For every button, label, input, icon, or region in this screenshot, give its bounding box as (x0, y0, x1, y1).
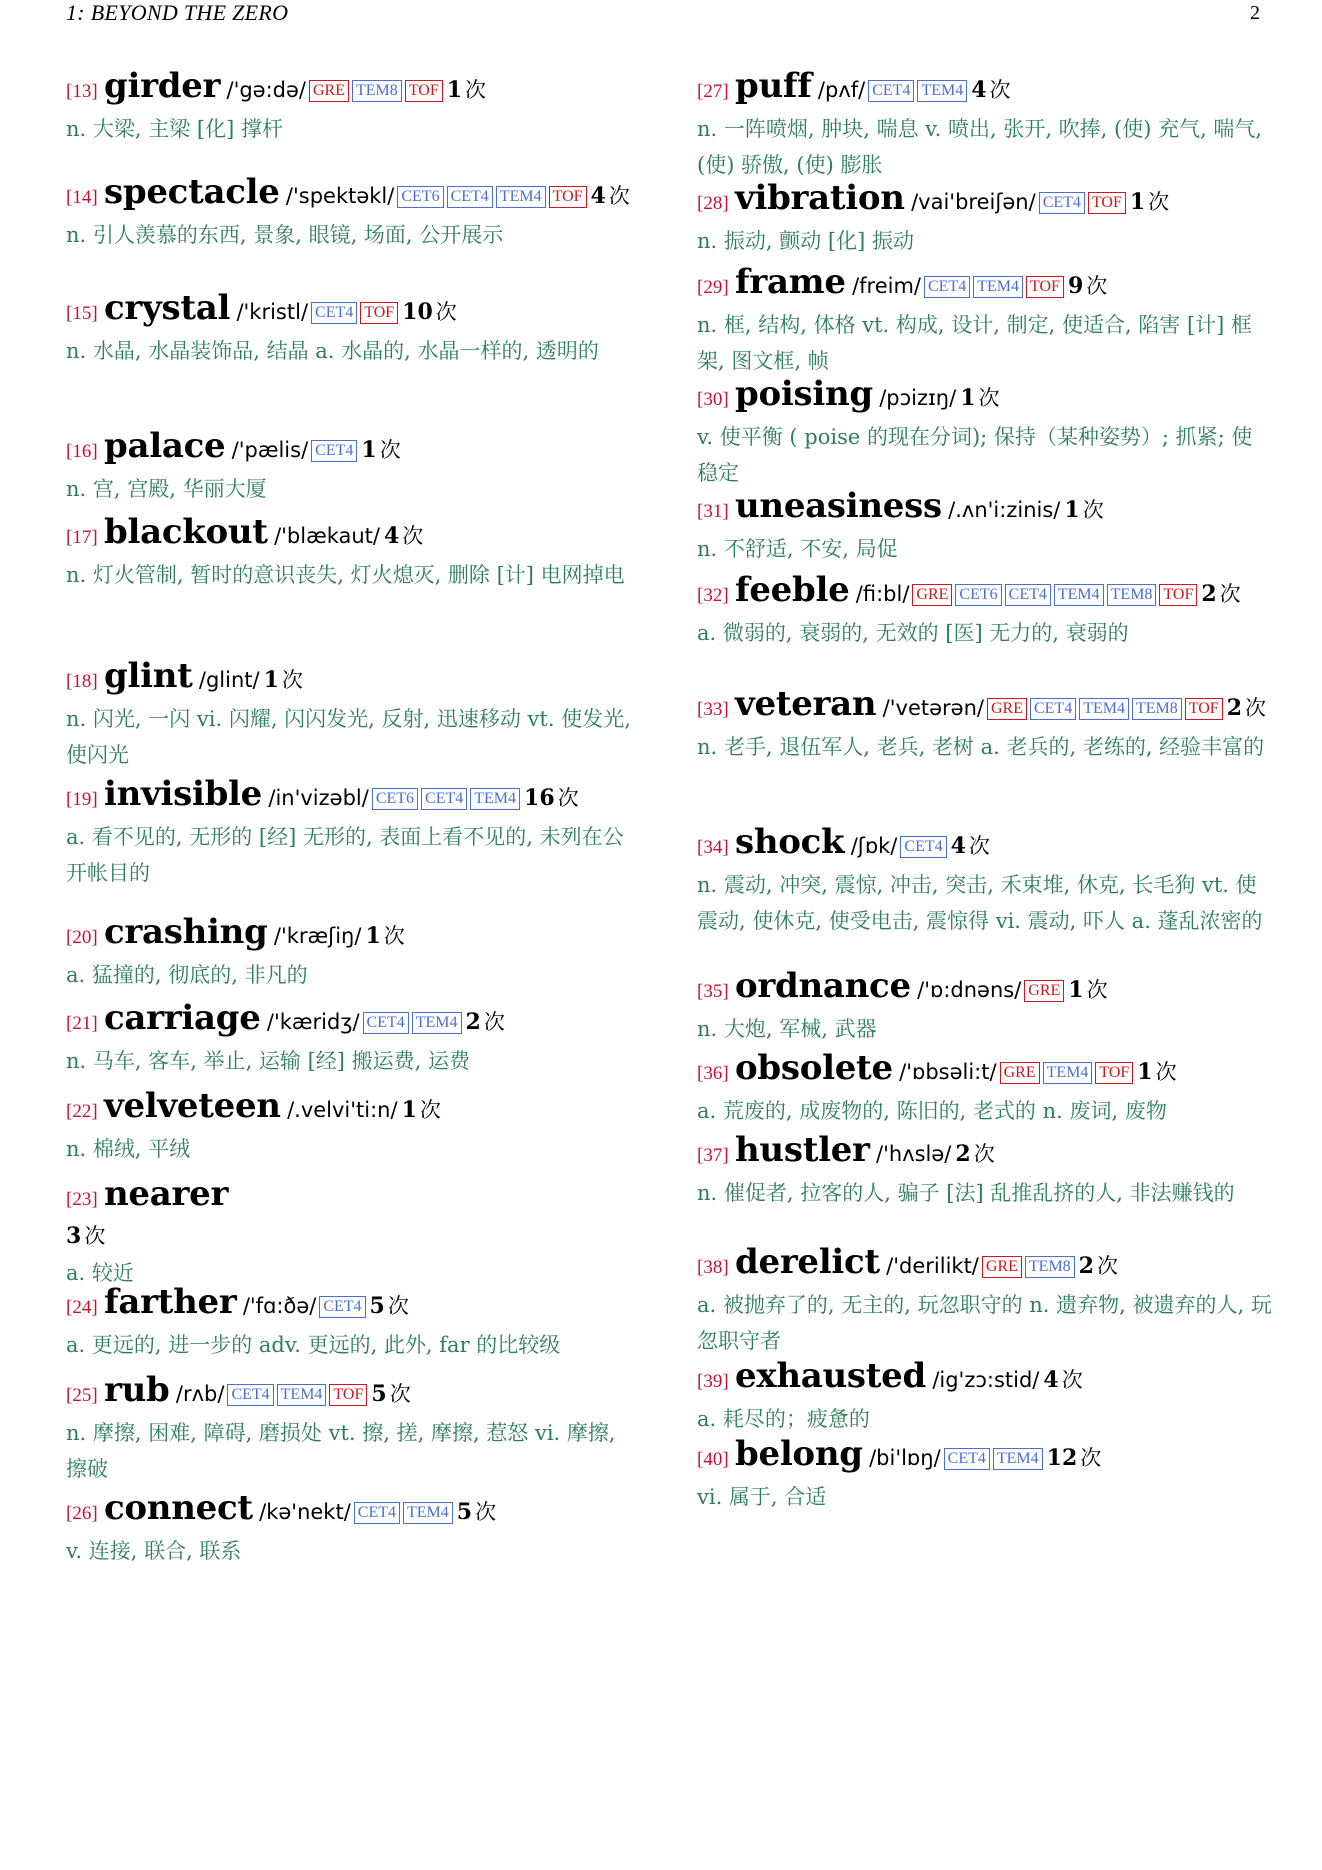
entry-number: [23] (66, 1189, 98, 1210)
headword: carriage (104, 998, 261, 1038)
exam-tag-badge: CET4 (900, 836, 946, 858)
entry-number: [29] (697, 277, 729, 298)
occurrence-unit: 次 (435, 300, 457, 324)
pronunciation: /'kristl/ (236, 300, 309, 324)
entry-number: [37] (697, 1145, 729, 1166)
entry-headline (66, 514, 640, 556)
occurrence-count: 16 (524, 785, 555, 811)
occurrence-unit: 次 (1219, 582, 1241, 606)
occurrence-count: 2 (1078, 1253, 1094, 1279)
occurrence-unit: 次 (1082, 498, 1104, 522)
entry-headline (697, 686, 1272, 728)
entry-headline (66, 428, 640, 470)
occurrence-count: 5 (371, 1381, 387, 1407)
definition-text: n. 老手, 退伍军人, 老兵, 老树 a. 老兵的, 老练的, 经验丰富的 (697, 735, 1265, 759)
entry-headline (66, 914, 640, 956)
definition-text: a. 看不见的, 无形的 [经] 无形的, 表面上看不见的, 未列在公开帐目的 (66, 825, 624, 885)
headword: belong (735, 1434, 863, 1474)
exam-tag-badge: TOF (360, 302, 398, 324)
headword: spectacle (104, 172, 280, 212)
entry-number: [34] (697, 837, 729, 858)
entry-headline (66, 658, 640, 700)
word-entry (697, 572, 1272, 651)
entry-number: [18] (66, 671, 98, 692)
exam-tag-badge: TEM8 (1107, 584, 1157, 606)
word-entry (66, 776, 640, 891)
pronunciation: /'vetərən/ (882, 696, 984, 720)
occurrence-unit: 次 (419, 1098, 441, 1122)
exam-tag-badge: CET4 (447, 186, 493, 208)
exam-tag-badge: TOF (1185, 698, 1223, 720)
entry-headline (697, 968, 1272, 1010)
word-entry (697, 68, 1272, 183)
headword: blackout (104, 512, 268, 552)
word-entry (697, 1244, 1272, 1359)
word-entry (697, 686, 1272, 765)
exam-tag-badge: TOF (1159, 584, 1197, 606)
occurrence-unit: 次 (1080, 1446, 1102, 1470)
occurrence-unit: 次 (989, 78, 1011, 102)
occurrence-count: 1 (1068, 977, 1084, 1003)
word-entry (66, 428, 640, 507)
headword: farther (104, 1282, 237, 1322)
exam-tag-badge: CET6 (397, 186, 443, 208)
exam-tag-badge: TEM4 (496, 186, 546, 208)
occurrence-count: 2 (1226, 695, 1242, 721)
occurrence-unit: 次 (281, 668, 303, 692)
exam-tag-badge: GRE (987, 698, 1027, 720)
pronunciation: /'blækaut/ (274, 524, 380, 548)
headword: derelict (735, 1242, 880, 1282)
entry-number: [21] (66, 1013, 98, 1034)
definition-text: n. 震动, 冲突, 震惊, 冲击, 突击, 禾束堆, 休克, 长毛狗 vt. 使震动, 使休克, 使受电击, 震惊得 vi. 震动, 吓人 a. 蓬乱浓密的 (697, 873, 1263, 933)
entry-headline (697, 824, 1272, 866)
entry-number: [30] (697, 389, 729, 410)
exam-tag-badge: CET4 (1039, 192, 1085, 214)
exam-tag-badge: TEM4 (993, 1448, 1043, 1470)
headword: frame (735, 262, 846, 302)
definition-text: n. 引人羡慕的东西, 景象, 眼镜, 场面, 公开展示 (66, 223, 504, 247)
headword: connect (104, 1488, 253, 1528)
occurrence-count: 4 (950, 833, 966, 859)
occurrence-unit: 次 (475, 1500, 497, 1524)
word-entry (697, 1050, 1272, 1129)
occurrence-count: 9 (1067, 273, 1084, 299)
pronunciation: /.ʌn'i:zinis/ (948, 498, 1061, 522)
exam-tag-badge: CET6 (955, 584, 1001, 606)
word-entry (697, 1436, 1272, 1515)
headword: ordnance (735, 966, 911, 1006)
exam-tag-badge: CET4 (421, 788, 467, 810)
pronunciation: /'ɒ:dnəns/ (917, 978, 1022, 1002)
word-entry (697, 488, 1272, 567)
headword: invisible (104, 774, 263, 814)
headword: rub (104, 1370, 170, 1410)
entry-headline (66, 290, 640, 332)
pronunciation: /'ɒbsəli:t/ (899, 1060, 997, 1084)
definition-text: n. 宫, 宫殿, 华丽大厦 (66, 477, 267, 501)
word-entry (697, 180, 1272, 259)
occurrence-count: 1 (263, 667, 279, 693)
pronunciation: /pʌf/ (817, 78, 866, 102)
exam-tag-badge: CET4 (1005, 584, 1051, 606)
exam-tag-badge: GRE (1024, 980, 1064, 1002)
exam-tag-badge: TEM8 (352, 80, 402, 102)
exam-tag-badge: CET4 (311, 302, 357, 324)
exam-tag-badge: TOF (405, 80, 443, 102)
definition-text: n. 闪光, 一闪 vi. 闪耀, 闪闪发光, 反射, 迅速移动 vt. 使发光, 使闪光 (66, 707, 631, 767)
headword: nearer (104, 1174, 229, 1214)
exam-tag-badge: TEM4 (917, 80, 967, 102)
headword: exhausted (735, 1356, 926, 1396)
occurrence-unit: 次 (483, 1010, 505, 1034)
occurrence-unit: 次 (608, 184, 630, 208)
pronunciation: /ʃɒk/ (850, 834, 898, 858)
word-entry (66, 1088, 640, 1167)
headword: crystal (104, 288, 231, 328)
occurrence-unit: 次 (465, 78, 487, 102)
entry-headline (697, 1436, 1272, 1478)
pronunciation: /glint/ (198, 668, 260, 692)
exam-tag-badge: CET4 (1030, 698, 1076, 720)
exam-tag-badge: TOF (1095, 1062, 1133, 1084)
word-entry (697, 824, 1272, 939)
entry-headline (697, 1050, 1272, 1092)
pronunciation: /fi:bl/ (855, 582, 910, 606)
pronunciation: /'fɑ:ðə/ (242, 1294, 317, 1318)
word-entry (66, 514, 640, 593)
occurrence-unit: 次 (1061, 1368, 1083, 1392)
occurrence-count: 1 (1137, 1059, 1153, 1085)
running-title: 1: BEYOND THE ZERO (66, 0, 289, 25)
definition-text: v. 连接, 联合, 联系 (66, 1539, 242, 1563)
entry-headline (66, 776, 640, 818)
pronunciation: /freim/ (852, 274, 921, 298)
pronunciation: /vai'breiʃən/ (911, 190, 1036, 214)
definition-text: vi. 属于, 合适 (697, 1485, 827, 1509)
exam-tag-badge: TEM4 (412, 1012, 462, 1034)
occurrence-count: 1 (960, 385, 976, 411)
occurrence-count: 12 (1046, 1445, 1078, 1471)
occurrence-count: 4 (971, 77, 987, 103)
pronunciation: /bi'lɒŋ/ (869, 1446, 941, 1470)
exam-tag-badge: GRE (1000, 1062, 1040, 1084)
pronunciation: /in'vizəbl/ (268, 786, 369, 810)
occurrence-count: 1 (401, 1097, 417, 1123)
definition-text: a. 荒废的, 成废物的, 陈旧的, 老式的 n. 废词, 废物 (697, 1099, 1167, 1123)
entry-number: [31] (697, 501, 729, 522)
exam-tag-badge: CET4 (944, 1448, 990, 1470)
page-number: 2 (1250, 2, 1260, 24)
definition-text: n. 灯火管制, 暂时的意识丧失, 灯火熄灭, 删除 [计] 电网掉电 (66, 563, 625, 587)
occurrence-count: 1 (1129, 189, 1146, 215)
headword: hustler (735, 1130, 870, 1170)
entry-number: [15] (66, 303, 98, 324)
definition-text: n. 大炮, 军械, 武器 (697, 1017, 877, 1041)
definition-text: a. 微弱的, 衰弱的, 无效的 [医] 无力的, 衰弱的 (697, 621, 1129, 645)
occurrence-count: 1 (365, 923, 381, 949)
exam-tag-badge: TEM4 (1079, 698, 1129, 720)
exam-tag-badge: TEM4 (470, 788, 520, 810)
definition-text: n. 摩擦, 困难, 障碍, 磨损处 vt. 擦, 搓, 摩擦, 惹怒 vi. 摩擦, 擦破 (66, 1421, 616, 1481)
pronunciation: /'pælis/ (231, 438, 309, 462)
occurrence-unit: 次 (387, 1294, 409, 1318)
pronunciation: /.velvi'ti:n/ (287, 1098, 398, 1122)
entry-number: [22] (66, 1101, 98, 1122)
exam-tag-badge: TEM8 (1132, 698, 1182, 720)
word-entry (66, 1490, 640, 1569)
word-entry (66, 1284, 640, 1363)
entry-headline (697, 488, 1272, 530)
exam-tag-badge: TEM4 (1054, 584, 1104, 606)
entry-number: [28] (697, 193, 729, 214)
word-entry (66, 174, 640, 253)
pronunciation: /'gə:də/ (226, 78, 306, 102)
entry-headline (66, 1000, 640, 1042)
entry-number: [20] (66, 927, 98, 948)
headword: obsolete (735, 1048, 893, 1088)
exam-tag-badge: TEM8 (1025, 1256, 1075, 1278)
exam-tag-badge: CET6 (372, 788, 418, 810)
exam-tag-badge: TOF (549, 186, 587, 208)
exam-tag-badge: TEM4 (1043, 1062, 1093, 1084)
occurrence-unit: 次 (968, 834, 990, 858)
occurrence-unit: 次 (1086, 978, 1108, 1002)
entry-number: [38] (697, 1257, 729, 1278)
headword: palace (104, 426, 226, 466)
entry-headline (697, 572, 1272, 614)
pronunciation: /'derilikt/ (886, 1254, 979, 1278)
occurrence-unit: 次 (1245, 696, 1266, 720)
occurrence-unit: 次 (84, 1224, 106, 1248)
occurrence-count: 10 (402, 299, 433, 325)
occurrence-count: 2 (465, 1009, 481, 1035)
occurrence-unit: 次 (978, 386, 1000, 410)
definition-text: n. 振动, 颤动 [化] 振动 (697, 229, 914, 253)
word-entry (66, 290, 640, 369)
occurrence-count: 4 (1043, 1367, 1059, 1393)
entry-number: [40] (697, 1449, 729, 1470)
exam-tag-badge: GRE (309, 80, 349, 102)
headword: veteran (735, 684, 877, 724)
word-entry (66, 658, 640, 773)
pronunciation: /'hʌslə/ (876, 1142, 952, 1166)
entry-number: [33] (697, 699, 729, 720)
entry-headline (66, 174, 640, 216)
occurrence-unit: 次 (389, 1382, 411, 1406)
occurrence-unit: 次 (1086, 274, 1108, 298)
occurrence-count: 4 (383, 523, 400, 549)
entry-headline (697, 1132, 1272, 1174)
entry-number: [32] (697, 585, 729, 606)
pronunciation: /ig'zɔ:stid/ (932, 1368, 1040, 1392)
definition-text: n. 大梁, 主梁 [化] 撑杆 (66, 117, 283, 141)
word-entry (697, 1132, 1272, 1211)
word-entry (66, 1176, 640, 1291)
word-entry (66, 1000, 640, 1079)
entry-number: [26] (66, 1503, 98, 1524)
headword: feeble (735, 570, 850, 610)
occurrence-count: 4 (590, 183, 606, 209)
exam-tag-badge: CET4 (319, 1296, 365, 1318)
entry-headline (66, 1176, 640, 1254)
exam-tag-badge: TEM4 (277, 1384, 327, 1406)
occurrence-count: 5 (369, 1293, 385, 1319)
occurrence-count: 2 (1201, 581, 1217, 607)
entry-number: [27] (697, 81, 729, 102)
definition-text: a. 猛撞的, 彻底的, 非凡的 (66, 963, 308, 987)
entry-headline (697, 264, 1272, 306)
headword: vibration (735, 178, 905, 218)
occurrence-unit: 次 (1155, 1060, 1177, 1084)
exam-tag-badge: TEM4 (403, 1502, 453, 1524)
occurrence-count: 1 (361, 437, 377, 463)
occurrence-unit: 次 (402, 524, 424, 548)
pronunciation: /pɔizɪŋ/ (879, 386, 957, 410)
exam-tag-badge: CET4 (924, 276, 970, 298)
occurrence-unit: 次 (1096, 1254, 1118, 1278)
definition-text: a. 耗尽的；疲惫的 (697, 1407, 870, 1431)
exam-tag-badge: TEM4 (973, 276, 1023, 298)
entry-number: [17] (66, 527, 98, 548)
word-entry (697, 376, 1272, 491)
entry-headline (66, 68, 640, 110)
exam-tag-badge: GRE (982, 1256, 1022, 1278)
occurrence-count: 3 (66, 1223, 82, 1249)
exam-tag-badge: CET4 (354, 1502, 400, 1524)
exam-tag-badge: GRE (912, 584, 952, 606)
definition-text: a. 被抛弃了的, 无主的, 玩忽职守的 n. 遗弃物, 被遗弃的人, 玩忽职守者 (697, 1293, 1272, 1353)
headword: shock (735, 822, 845, 862)
entry-number: [13] (66, 81, 98, 102)
entry-headline (697, 1244, 1272, 1286)
exam-tag-badge: TOF (329, 1384, 367, 1406)
exam-tag-badge: CET4 (868, 80, 914, 102)
occurrence-unit: 次 (973, 1142, 995, 1166)
entry-headline (66, 1372, 640, 1414)
definition-text: n. 马车, 客车, 举止, 运输 [经] 搬运费, 运费 (66, 1049, 471, 1073)
entry-headline (66, 1490, 640, 1532)
entry-number: [35] (697, 981, 729, 1002)
definition-text: n. 催促者, 拉客的人, 骗子 [法] 乱推乱挤的人, 非法赚钱的 (697, 1181, 1235, 1205)
entry-number: [39] (697, 1371, 729, 1392)
entry-headline (697, 1358, 1272, 1400)
word-entry (697, 264, 1272, 379)
pronunciation: /kə'nekt/ (259, 1500, 351, 1524)
definition-text: n. 棉绒, 平绒 (66, 1137, 191, 1161)
headword: glint (104, 656, 193, 696)
exam-tag-badge: TOF (1088, 192, 1126, 214)
entry-number: [19] (66, 789, 98, 810)
headword: girder (104, 66, 221, 106)
pronunciation: /'kræʃiŋ/ (273, 924, 362, 948)
exam-tag-badge: CET4 (227, 1384, 273, 1406)
entry-headline (66, 1088, 640, 1130)
occurrence-count: 1 (446, 77, 463, 103)
entry-number: [36] (697, 1063, 729, 1084)
occurrence-unit: 次 (383, 924, 405, 948)
exam-tag-badge: CET4 (363, 1012, 409, 1034)
pronunciation: /rʌb/ (175, 1382, 225, 1406)
word-entry (697, 968, 1272, 1047)
definition-text: a. 更远的, 进一步的 adv. 更远的, 此外, far 的比较级 (66, 1333, 561, 1357)
entry-headline (697, 180, 1272, 222)
entry-number: [16] (66, 441, 98, 462)
word-entry (697, 1358, 1272, 1437)
headword: puff (735, 66, 812, 106)
entry-number: [25] (66, 1385, 98, 1406)
word-entry (66, 68, 640, 147)
headword: poising (735, 374, 873, 414)
occurrence-count: 1 (1064, 497, 1080, 523)
headword: velveteen (104, 1086, 281, 1126)
exam-tag-badge: CET4 (311, 440, 357, 462)
headword: crashing (104, 912, 268, 952)
word-entry (66, 1372, 640, 1487)
entry-headline (697, 376, 1272, 418)
entry-number: [14] (66, 187, 98, 208)
pronunciation: /'spektəkl/ (285, 184, 395, 208)
headword: uneasiness (735, 486, 942, 526)
definition-text: v. 使平衡 ( poise 的现在分词); 保持（某种姿势）; 抓紧; 使稳定 (697, 425, 1253, 485)
definition-text: n. 不舒适, 不安, 局促 (697, 537, 898, 561)
exam-tag-badge: TOF (1026, 276, 1064, 298)
occurrence-unit: 次 (557, 786, 579, 810)
pronunciation: /'kæridʒ/ (266, 1010, 360, 1034)
definition-text: n. 一阵喷烟, 肿块, 喘息 v. 喷出, 张开, 吹捧, (使) 充气, 喘气, (使) 骄傲, (使) 膨胀 (697, 117, 1263, 177)
entry-headline (697, 68, 1272, 110)
word-entry (66, 914, 640, 993)
occurrence-unit: 次 (1148, 190, 1170, 214)
entry-headline (66, 1284, 640, 1326)
definition-text: n. 水晶, 水晶装饰品, 结晶 a. 水晶的, 水晶一样的, 透明的 (66, 339, 599, 363)
occurrence-count: 5 (456, 1499, 473, 1525)
occurrence-count: 2 (955, 1141, 971, 1167)
definition-text: a. 较近 (66, 1261, 134, 1285)
entry-number: [24] (66, 1297, 98, 1318)
occurrence-unit: 次 (379, 438, 401, 462)
definition-text: n. 框, 结构, 体格 vt. 构成, 设计, 制定, 使适合, 陷害 [计] 框架, 图文框, 帧 (697, 313, 1253, 373)
